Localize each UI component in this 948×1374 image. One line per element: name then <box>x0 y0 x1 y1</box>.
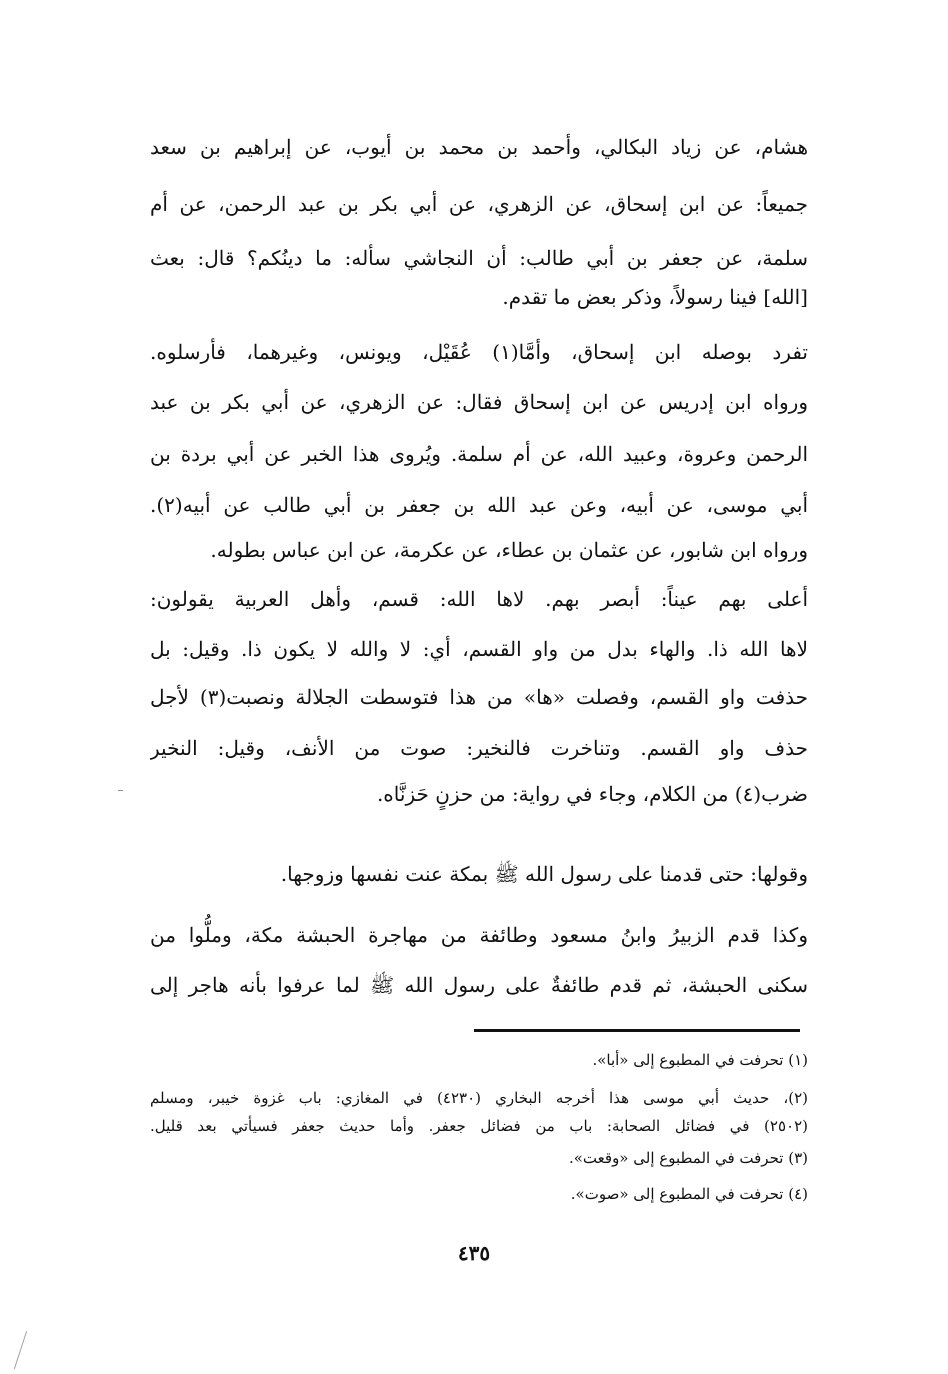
scan-mark-left <box>14 1331 27 1369</box>
text-line-3: سلمة، عن جعفر بن أبي طالب: أن النجاشي سأله: ما دينُكم؟ قال: بعث <box>150 246 808 270</box>
text-line-13: حذف واو القسم. وتناخرت فالنخير: صوت من الأنف، وقيل: النخير <box>150 736 808 760</box>
text-line-7: الرحمن وعروة، وعبيد الله، عن أم سلمة. ويُروى هذا الخبر عن أبي بردة بن <box>150 442 808 466</box>
text-line-8: أبي موسى، عن أبيه، وعن عبد الله بن جعفر بن أبي طالب عن أبيه(٢). <box>150 493 808 517</box>
text-line-12: حذفت واو القسم، وفصلت «ها» من هذا فتوسطت الجلالة ونصبت(٣) لأجل <box>150 685 808 709</box>
text-line-5: تفرد بوصله ابن إسحاق، وأمَّا(١) عُقَيْل، ويونس، وغيرهما، فأرسلوه. <box>150 340 808 364</box>
text-line-4: [الله] فينا رسولاً، وذكر بعض ما تقدم. <box>502 285 808 309</box>
text-line-6: ورواه ابن إدريس عن ابن إسحاق فقال: عن الزهري، عن أبي بكر بن عبد <box>150 390 808 414</box>
text-line-11: لاها الله ذا. والهاء بدل من واو القسم، أي: لا والله لا يكون ذا. وقيل: بل <box>150 637 808 661</box>
scan-mark-margin <box>118 790 123 791</box>
footnote-2-continued: (٢٥٠٢) في فضائل الصحابة: باب من فضائل جعفر. وأما حديث جعفر فسيأتي بعد قليل. <box>150 1117 808 1135</box>
footnote-1: (١) تحرفت في المطبوع إلى «أبا». <box>592 1051 808 1069</box>
footnote-4: (٤) تحرفت في المطبوع إلى «صوت». <box>570 1185 808 1203</box>
footnote-2: (٢)، حديث أبي موسى هذا أخرجه البخاري (٤٢٣٠) في المغازي: باب غزوة خيبر، ومسلم <box>150 1089 808 1107</box>
page-number: ٤٣٥ <box>457 1241 491 1265</box>
text-line-16: وكذا قدم الزبيرُ وابنُ مسعود وطائفة من مهاجرة الحبشة مكة، وملُّوا من <box>150 923 808 947</box>
footnote-separator <box>474 1029 800 1032</box>
footnote-3: (٣) تحرفت في المطبوع إلى «وقعت». <box>568 1149 808 1167</box>
text-line-15: وقولها: حتى قدمنا على رسول الله ﷺ بمكة عنت نفسها وزوجها. <box>280 862 808 886</box>
text-line-14: ضرب(٤) من الكلام، وجاء في رواية: من حزنٍ حَزنَّاه. <box>376 782 808 806</box>
text-line-9: ورواه ابن شابور، عن عثمان بن عطاء، عن عكرمة، عن ابن عباس بطوله. <box>210 538 808 562</box>
text-line-17: سكنى الحبشة، ثم قدم طائفةٌ على رسول الله ﷺ لما عرفوا بأنه هاجر إلى <box>150 973 808 997</box>
main-text <box>150 0 808 1000</box>
text-line-2: جميعاً: عن ابن إسحاق، عن الزهري، عن أبي بكر بن عبد الرحمن، عن أم <box>150 192 808 216</box>
text-line-1: هشام، عن زياد البكالي، وأحمد بن محمد بن أيوب، عن إبراهيم بن سعد <box>150 135 808 159</box>
text-line-10: أعلى بهم عيناً: أبصر بهم. لاها الله: قسم، وأهل العربية يقولون: <box>150 587 808 611</box>
